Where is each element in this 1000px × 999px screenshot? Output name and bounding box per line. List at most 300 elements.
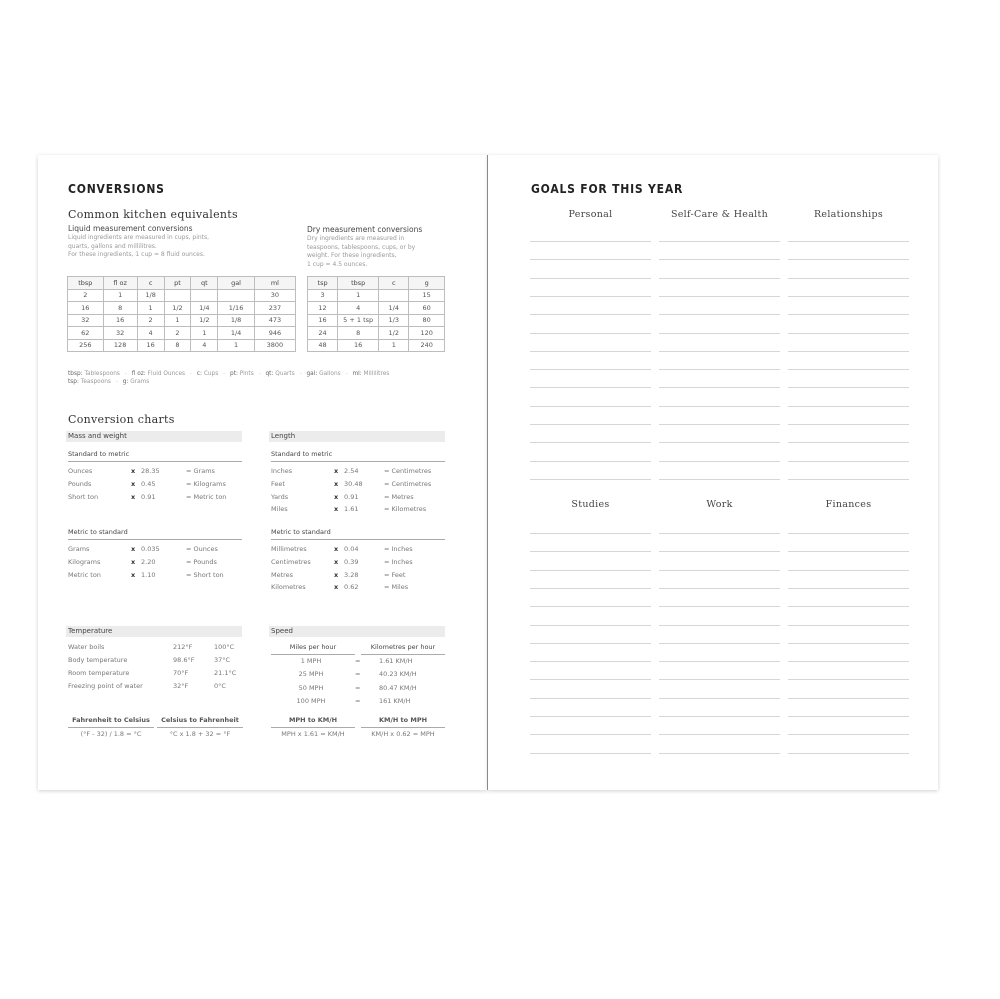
goal-writing-line[interactable]	[659, 351, 780, 352]
conversion-row	[68, 557, 243, 567]
column-header: g	[409, 277, 445, 290]
column-header: c	[379, 277, 409, 290]
temperature-label: Freezing point of water	[68, 682, 143, 690]
goal-writing-line[interactable]	[788, 716, 909, 717]
table-cell: 30	[254, 289, 295, 302]
table-cell: 128	[103, 339, 137, 352]
goal-writing-line[interactable]	[788, 387, 909, 388]
table-row	[308, 289, 445, 302]
to-unit: = Kilometres	[384, 505, 427, 514]
goal-writing-line[interactable]	[788, 533, 909, 534]
table-cell: 1/8	[137, 289, 164, 302]
goal-writing-line[interactable]	[788, 643, 909, 644]
goal-writing-line[interactable]	[530, 661, 651, 662]
to-unit: = Inches	[384, 557, 413, 566]
table-row	[68, 339, 296, 352]
goal-writing-line[interactable]	[530, 424, 651, 425]
goal-writing-line[interactable]	[788, 333, 909, 334]
goal-writing-line[interactable]	[659, 753, 780, 754]
table-cell	[164, 289, 191, 302]
goal-writing-line[interactable]	[788, 406, 909, 407]
factor: 28.35	[141, 467, 160, 475]
conversion-row	[271, 557, 446, 567]
kmh-to-mph-formula-text: KM/H x 0.62 = MPH	[371, 730, 435, 738]
temperature-label: Room temperature	[68, 669, 130, 677]
goal-writing-line[interactable]	[788, 551, 909, 552]
goal-writing-line[interactable]	[659, 296, 780, 297]
table-cell: 1/4	[218, 327, 255, 340]
goal-writing-line[interactable]	[530, 406, 651, 407]
c-to-f-formula	[157, 729, 243, 739]
goal-writing-line[interactable]	[530, 442, 651, 443]
speed-mph-header: Miles per hour	[271, 643, 355, 655]
goal-writing-line[interactable]	[788, 296, 909, 297]
mass-weight-bar: Mass and weight	[66, 431, 242, 442]
factor: 1.10	[141, 570, 156, 579]
length-metric-to-std-label: Metric to standard	[271, 528, 445, 540]
multiply-sign: x	[131, 570, 136, 579]
multiply-sign: x	[334, 570, 339, 579]
goal-writing-line[interactable]	[659, 588, 780, 589]
multiply-sign: x	[131, 557, 136, 566]
table-cell: 237	[254, 302, 295, 315]
f-to-c-formula-text: (°F - 32) / 1.8 = °C	[80, 730, 142, 738]
multiply-sign: x	[334, 545, 339, 553]
goal-writing-line[interactable]	[788, 570, 909, 571]
legend-separator: -	[299, 371, 302, 377]
legend-item	[123, 379, 150, 385]
table-cell: 1/3	[379, 314, 409, 327]
goal-writing-line[interactable]	[788, 369, 909, 370]
kmh-value: 40.23 KM/H	[379, 670, 417, 679]
goal-category-heading: Self-Care & Health	[670, 209, 769, 220]
legend-abbr: g:	[122, 379, 129, 385]
temperature-row	[68, 655, 243, 665]
legend-item	[307, 371, 341, 377]
goal-writing-line[interactable]	[659, 333, 780, 334]
legend-full: Gallons	[319, 371, 341, 377]
table-cell: 1	[191, 327, 218, 340]
goal-writing-line[interactable]	[530, 643, 651, 644]
from-unit: Miles	[271, 505, 288, 514]
table-cell: 1/8	[218, 314, 255, 327]
table-row	[68, 289, 296, 302]
to-unit: = Kilograms	[186, 479, 226, 488]
table-row	[308, 327, 445, 340]
goal-writing-line[interactable]	[530, 387, 651, 388]
kmh-to-mph-formula	[361, 729, 445, 739]
table-cell: 1/2	[379, 327, 409, 340]
table-row	[308, 339, 445, 352]
factor: 2.54	[344, 467, 359, 475]
column-header: tbsp	[68, 277, 104, 290]
legend-separator: -	[189, 371, 192, 377]
goal-category-heading: Finances	[825, 499, 872, 510]
legend-full: Teaspoons	[80, 379, 111, 385]
conversion-row	[68, 544, 243, 554]
factor: 30.48	[344, 479, 363, 488]
table-cell: 2	[68, 289, 104, 302]
legend-full: Quarts	[275, 371, 295, 377]
goal-category-heading: Studies	[571, 499, 610, 510]
table-cell: 946	[254, 327, 295, 340]
c-to-f-label: Celsius to Fahrenheit	[157, 716, 243, 728]
table-cell: 4	[137, 327, 164, 340]
multiply-sign: x	[334, 505, 339, 514]
to-unit: = Short ton	[186, 570, 224, 579]
table-cell: 8	[338, 327, 379, 340]
legend-full: Grams	[130, 379, 150, 385]
multiply-sign: x	[131, 545, 136, 553]
table-row	[308, 302, 445, 315]
goal-writing-line[interactable]	[788, 479, 909, 480]
table-cell: 48	[308, 339, 338, 352]
goal-writing-line[interactable]	[788, 698, 909, 699]
table-cell	[379, 289, 409, 302]
length-std-to-metric-label: Standard to metric	[271, 450, 445, 462]
legend-full: Tablespoons	[84, 371, 120, 377]
table-cell: 60	[409, 302, 445, 315]
legend-abbr: tsp:	[68, 379, 79, 385]
table-cell: 1	[103, 289, 137, 302]
from-unit: Centimetres	[271, 557, 311, 566]
legend-full: Cups	[203, 371, 219, 377]
legend-item	[68, 371, 120, 377]
speed-row	[271, 683, 446, 693]
table-cell	[218, 289, 255, 302]
to-unit: = Grams	[186, 467, 215, 475]
fahrenheit-value: 70°F	[173, 669, 189, 677]
goal-writing-line[interactable]	[659, 570, 780, 571]
goal-writing-line[interactable]	[659, 606, 780, 607]
from-unit: Millimetres	[271, 545, 307, 553]
legend-item	[230, 371, 254, 377]
table-row	[308, 314, 445, 327]
from-unit: Inches	[271, 467, 293, 475]
column-header: gal	[218, 277, 255, 290]
multiply-sign: x	[334, 479, 339, 488]
to-unit: = Ounces	[186, 545, 218, 553]
conversion-row	[68, 479, 243, 489]
legend-abbr: gal:	[306, 371, 318, 377]
column-header: qt	[191, 277, 218, 290]
goal-writing-line[interactable]	[530, 679, 651, 680]
conversion-row	[68, 492, 243, 502]
goal-writing-line[interactable]	[530, 753, 651, 754]
legend-abbr: c:	[196, 371, 202, 377]
goal-writing-line[interactable]	[659, 551, 780, 552]
length-bar: Length	[269, 431, 445, 442]
f-to-c-label: Fahrenheit to Celsius	[68, 716, 154, 728]
table-cell: 1	[338, 289, 379, 302]
conversion-row	[271, 504, 446, 514]
goal-writing-line[interactable]	[659, 387, 780, 388]
factor: 0.45	[141, 479, 156, 488]
goal-writing-line[interactable]	[530, 716, 651, 717]
goal-writing-line[interactable]	[659, 679, 780, 680]
from-unit: Yards	[271, 492, 289, 501]
goal-writing-line[interactable]	[788, 241, 909, 242]
goal-writing-line[interactable]	[788, 588, 909, 589]
table-cell: 2	[137, 314, 164, 327]
multiply-sign: x	[334, 583, 339, 592]
goal-writing-line[interactable]	[659, 643, 780, 644]
table-cell: 256	[68, 339, 104, 352]
conversions-title: CONVERSIONS	[68, 182, 165, 196]
conversion-charts-heading: Conversion charts	[68, 413, 175, 426]
goal-writing-line[interactable]	[530, 479, 651, 480]
column-header: tbsp	[338, 277, 379, 290]
goal-writing-line[interactable]	[788, 259, 909, 260]
goal-writing-line[interactable]	[530, 314, 651, 315]
factor: 0.91	[141, 492, 156, 501]
dry-note-line: weight. For these ingredients,	[307, 252, 397, 259]
legend-abbr: ml:	[352, 371, 362, 377]
liquid-note-line: For these ingredients, 1 cup = 8 fluid ounces.	[68, 251, 205, 258]
kmh-value: 161 KM/H	[379, 696, 411, 705]
legend-item	[352, 371, 389, 377]
goal-writing-line[interactable]	[530, 734, 651, 735]
goal-writing-line[interactable]	[530, 241, 651, 242]
legend-abbr: qt:	[265, 371, 274, 377]
goal-writing-line[interactable]	[530, 333, 651, 334]
equals-sign: =	[355, 683, 361, 692]
multiply-sign: x	[334, 467, 339, 475]
dry-title: Dry measurement conversions	[307, 225, 423, 234]
goal-writing-line[interactable]	[530, 351, 651, 352]
liquid-note-line: Liquid ingredients are measured in cups, pints,	[68, 234, 210, 241]
legend-item	[132, 371, 185, 377]
from-unit: Metric ton	[68, 570, 101, 579]
legend-item	[68, 379, 111, 385]
mph-to-kmh-formula-text: MPH x 1.61 = KM/H	[281, 730, 345, 738]
to-unit: = Miles	[384, 583, 409, 592]
liquid-title: Liquid measurement conversions	[68, 224, 193, 233]
right-page	[488, 155, 938, 790]
mass-std-to-metric-label: Standard to metric	[68, 450, 242, 462]
table-row	[68, 327, 296, 340]
from-unit: Grams	[68, 545, 90, 553]
goal-writing-line[interactable]	[788, 625, 909, 626]
legend-full: Millilitres	[363, 371, 390, 377]
c-to-f-formula-text: °C x 1.8 + 32 = °F	[169, 730, 231, 738]
multiply-sign: x	[334, 492, 339, 501]
goal-writing-line[interactable]	[788, 753, 909, 754]
table-cell: 240	[409, 339, 445, 352]
table-header-row	[308, 277, 445, 290]
goal-writing-line[interactable]	[659, 533, 780, 534]
fahrenheit-value: 212°F	[173, 643, 193, 651]
goal-writing-line[interactable]	[788, 734, 909, 735]
table-cell: 32	[68, 314, 104, 327]
goal-category-heading: Work	[706, 499, 733, 510]
table-cell	[191, 289, 218, 302]
goal-writing-line[interactable]	[659, 625, 780, 626]
dry-note-line: teaspoons, tablespoons, cups, or by	[307, 243, 416, 251]
goal-writing-line[interactable]	[659, 369, 780, 370]
table-cell: 1/4	[191, 302, 218, 315]
goal-writing-line[interactable]	[788, 461, 909, 462]
liquid-conversion-table	[67, 276, 296, 352]
legend-separator: -	[115, 379, 118, 385]
temperature-row	[68, 642, 243, 652]
mph-to-kmh-label: MPH to KM/H	[271, 716, 355, 728]
goal-writing-line[interactable]	[659, 406, 780, 407]
goal-writing-line[interactable]	[659, 461, 780, 462]
goal-writing-line[interactable]	[659, 241, 780, 242]
to-unit: = Metric ton	[186, 492, 227, 501]
table-cell: 3	[308, 289, 338, 302]
temperature-label: Water boils	[68, 643, 105, 651]
table-cell: 1	[137, 302, 164, 315]
table-cell: 1	[379, 339, 409, 352]
mph-value: 25 MPH	[298, 670, 324, 679]
table-cell: 4	[338, 302, 379, 315]
table-cell: 3800	[254, 339, 295, 352]
goal-writing-line[interactable]	[659, 314, 780, 315]
table-cell: 16	[308, 314, 338, 327]
mph-to-kmh-formula	[271, 729, 355, 739]
goal-writing-line[interactable]	[530, 588, 651, 589]
factor: 2.20	[141, 557, 156, 566]
goal-writing-line[interactable]	[788, 278, 909, 279]
conversion-row	[68, 570, 243, 580]
column-header: fl oz	[103, 277, 137, 290]
speed-row	[271, 696, 446, 706]
table-cell: 2	[164, 327, 191, 340]
legend-item	[266, 371, 295, 377]
abbreviation-legend	[68, 370, 453, 386]
goal-writing-line[interactable]	[659, 479, 780, 480]
factor: 1.61	[344, 505, 359, 514]
goal-writing-line[interactable]	[530, 533, 651, 534]
column-header: pt	[164, 277, 191, 290]
legend-separator: -	[345, 371, 348, 377]
table-cell: 24	[308, 327, 338, 340]
goal-writing-line[interactable]	[530, 369, 651, 370]
f-to-c-formula	[68, 729, 154, 739]
goal-writing-line[interactable]	[659, 698, 780, 699]
goal-category-heading: Relationships	[813, 209, 884, 220]
conversion-row	[68, 466, 243, 476]
multiply-sign: x	[131, 492, 136, 501]
goal-writing-line[interactable]	[659, 734, 780, 735]
liquid-note-line: quarts, gallons and millilitres.	[68, 242, 157, 250]
dry-conversion-table	[307, 276, 445, 352]
goal-writing-line[interactable]	[659, 661, 780, 662]
conversion-row	[271, 570, 446, 580]
goal-writing-line[interactable]	[659, 424, 780, 425]
goal-writing-line[interactable]	[788, 314, 909, 315]
factor: 0.39	[344, 557, 359, 566]
speed-row	[271, 669, 446, 679]
goals-title: GOALS FOR THIS YEAR	[531, 182, 684, 196]
dry-note	[307, 235, 415, 269]
column-header: ml	[254, 277, 295, 290]
to-unit: = Pounds	[186, 557, 217, 566]
legend-separator: -	[258, 371, 261, 377]
table-cell: 120	[409, 327, 445, 340]
goal-writing-line[interactable]	[788, 424, 909, 425]
goal-writing-line[interactable]	[788, 661, 909, 662]
mass-metric-to-std-label: Metric to standard	[68, 528, 242, 540]
goal-writing-line[interactable]	[530, 625, 651, 626]
fahrenheit-value: 32°F	[173, 682, 189, 690]
to-unit: = Centimetres	[384, 467, 432, 475]
table-cell: 12	[308, 302, 338, 315]
goal-writing-line[interactable]	[788, 442, 909, 443]
table-cell: 16	[103, 314, 137, 327]
column-header: c	[137, 277, 164, 290]
to-unit: = Metres	[384, 492, 414, 501]
from-unit: Kilograms	[68, 557, 101, 566]
table-cell: 8	[164, 339, 191, 352]
table-cell: 473	[254, 314, 295, 327]
goal-writing-line[interactable]	[530, 570, 651, 571]
goal-writing-line[interactable]	[530, 698, 651, 699]
table-cell: 16	[137, 339, 164, 352]
goal-writing-line[interactable]	[530, 259, 651, 260]
from-unit: Ounces	[68, 467, 93, 475]
table-cell: 80	[409, 314, 445, 327]
to-unit: = Inches	[384, 545, 413, 553]
goal-writing-line[interactable]	[530, 606, 651, 607]
legend-separator: -	[223, 371, 226, 377]
legend-item	[197, 371, 218, 377]
goal-writing-line[interactable]	[788, 606, 909, 607]
goal-writing-line[interactable]	[659, 278, 780, 279]
legend-abbr: fl oz:	[131, 371, 146, 377]
factor: 0.035	[141, 545, 160, 553]
table-cell: 32	[103, 327, 137, 340]
equals-sign: =	[355, 696, 361, 705]
temperature-bar: Temperature	[66, 626, 242, 637]
from-unit: Pounds	[68, 479, 92, 488]
conversion-row	[271, 544, 446, 554]
conversion-row	[271, 466, 446, 476]
goal-writing-line[interactable]	[788, 679, 909, 680]
goal-writing-line[interactable]	[659, 716, 780, 717]
goal-writing-line[interactable]	[530, 551, 651, 552]
table-row	[68, 302, 296, 315]
table-cell: 62	[68, 327, 104, 340]
from-unit: Metres	[271, 570, 294, 579]
goal-writing-line[interactable]	[530, 461, 651, 462]
legend-separator: -	[124, 371, 127, 377]
conversion-row	[271, 492, 446, 502]
mph-value: 1 MPH	[300, 657, 322, 665]
goal-writing-line[interactable]	[788, 351, 909, 352]
dry-note-line: Dry ingredients are measured in	[307, 235, 405, 242]
factor: 3.28	[344, 570, 359, 579]
conversion-row	[271, 479, 446, 489]
kitchen-heading: Common kitchen equivalents	[68, 208, 238, 221]
kmh-to-mph-label: KM/H to MPH	[361, 716, 445, 728]
goal-writing-line[interactable]	[530, 296, 651, 297]
table-cell: 1	[218, 339, 255, 352]
goal-writing-line[interactable]	[659, 442, 780, 443]
goal-writing-line[interactable]	[530, 278, 651, 279]
from-unit: Kilometres	[271, 583, 306, 592]
fahrenheit-value: 98.6°F	[173, 656, 195, 664]
multiply-sign: x	[131, 467, 136, 475]
table-cell: 16	[68, 302, 104, 315]
goal-writing-line[interactable]	[659, 259, 780, 260]
dry-note-line: 1 cup = 4.5 ounces.	[307, 260, 368, 268]
speed-row	[271, 656, 446, 666]
multiply-sign: x	[131, 479, 136, 488]
factor: 0.62	[344, 583, 359, 592]
